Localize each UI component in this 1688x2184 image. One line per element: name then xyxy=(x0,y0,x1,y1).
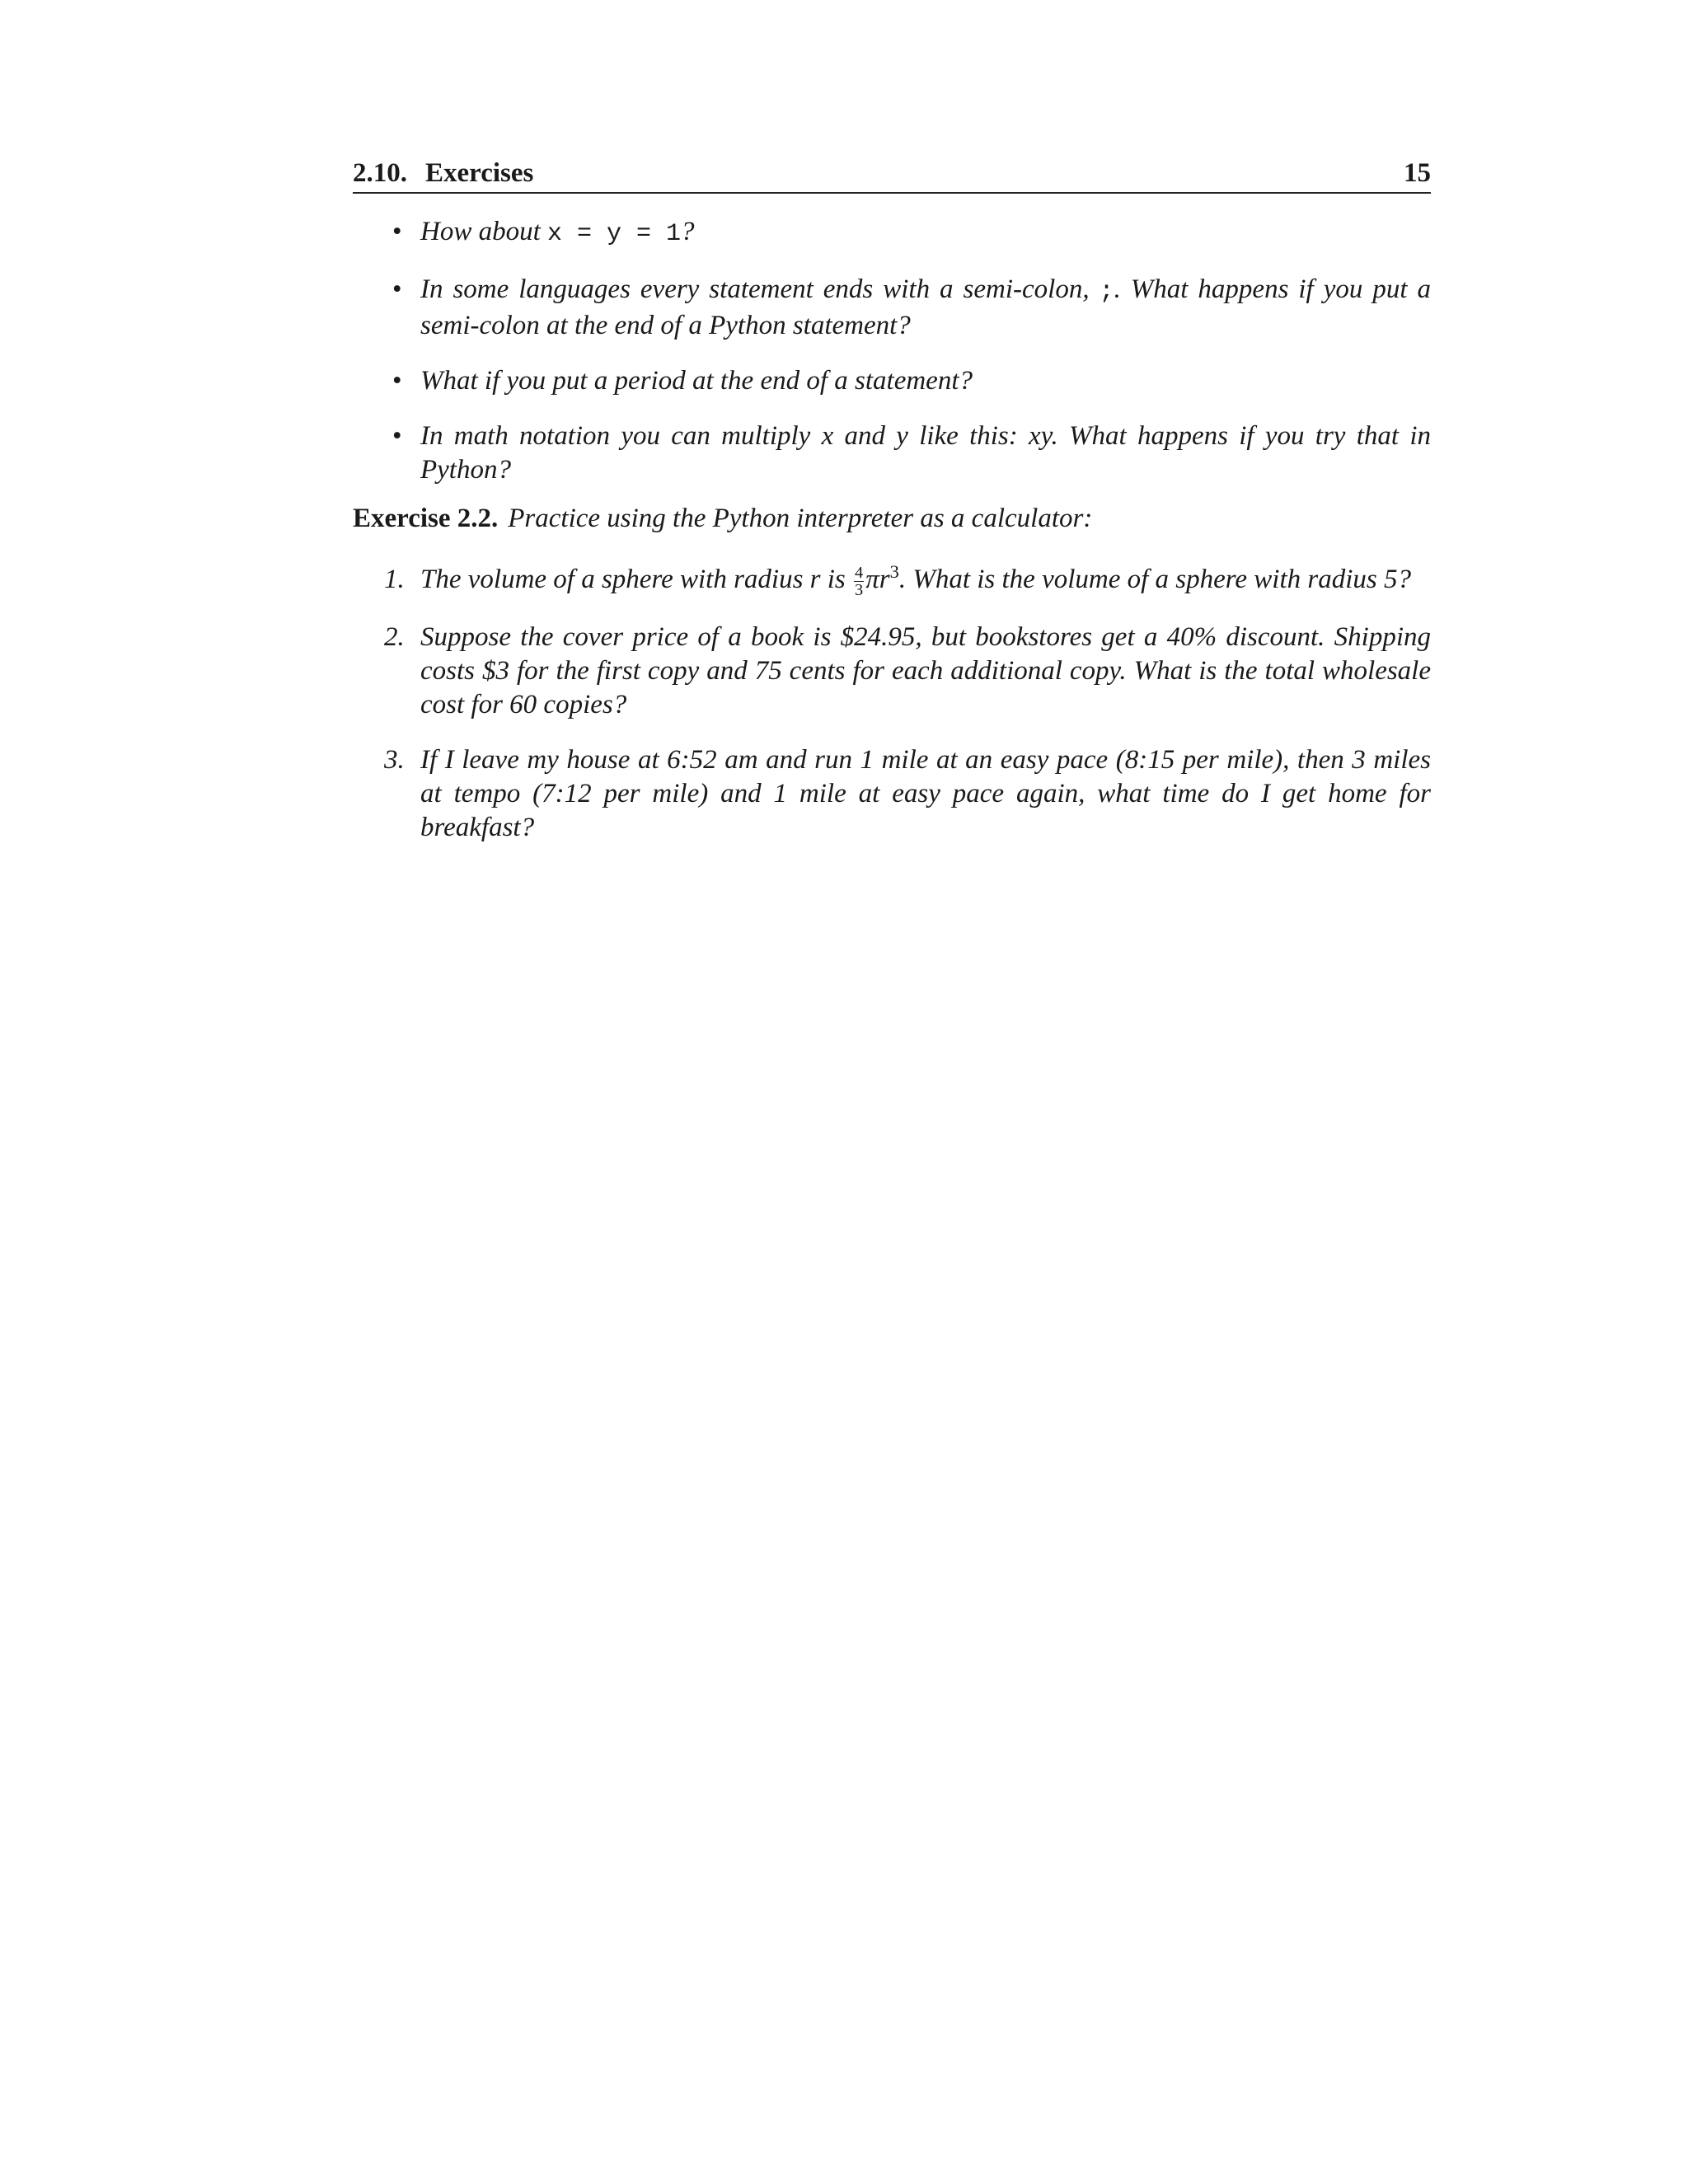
document-page xyxy=(353,158,1431,866)
exercise-numbered-list xyxy=(353,563,1431,845)
item-text: If I leave my house at 6:52 am and run 1 mile at an easy pace (8:15 per mile), then 3 miles at tempo (7:12 per mile) and 1 mile at easy pace again, what time do I get home for breakfast? xyxy=(420,744,1431,842)
inline-code: x = y = 1 xyxy=(547,220,682,248)
running-header xyxy=(353,158,1431,194)
bullet-text: . What happens if you try that in Python? xyxy=(420,421,1431,485)
bullet-text: In some languages every statement ends with a semi-colon, xyxy=(420,274,1100,304)
fraction xyxy=(854,565,864,599)
exercise-bullet-list xyxy=(353,215,1431,487)
fraction-numerator: 4 xyxy=(855,563,864,582)
bullet-item xyxy=(353,364,1431,398)
numbered-item xyxy=(353,743,1431,845)
item-text: . What is the volume of a sphere with radius 5? xyxy=(898,565,1411,594)
bullet-icon: • xyxy=(392,217,402,246)
page-content xyxy=(353,215,1431,845)
section-title: Exercises xyxy=(425,158,534,188)
page-number: 15 xyxy=(1404,158,1431,188)
item-number: 3. xyxy=(384,744,405,775)
bullet-text: How about xyxy=(420,217,548,246)
bullet-item xyxy=(353,419,1431,487)
bullet-text: . What happens if you put a semi-colon at the end of a Python statement? xyxy=(420,274,1431,340)
section-heading xyxy=(353,158,533,189)
item-number: 2. xyxy=(384,621,405,652)
exponent: 3 xyxy=(889,561,899,582)
bullet-item xyxy=(353,273,1431,343)
bullet-icon: • xyxy=(392,421,402,451)
fraction-denominator: 3 xyxy=(855,581,864,600)
exercise-label: Exercise 2.2. xyxy=(353,504,499,533)
bullet-item xyxy=(353,215,1431,251)
section-number: 2.10. xyxy=(353,158,407,188)
bullet-text: In math notation you can multiply x and y like this: xyxy=(420,421,1029,451)
bullet-icon: • xyxy=(392,366,402,396)
bullet-icon: • xyxy=(392,274,402,304)
inline-code: xy xyxy=(1029,421,1052,451)
bullet-text: What if you put a period at the end of a statement? xyxy=(420,366,973,396)
item-text: Suppose the cover price of a book is $24.95, but bookstores get a 40% discount. Shipping costs $3 for the first copy and 75 cents for each additional copy. What is the total wholesale cost for 60 copies? xyxy=(420,621,1431,719)
numbered-item xyxy=(353,621,1431,722)
formula: πr xyxy=(865,565,890,594)
inline-code: ; xyxy=(1099,278,1114,306)
bullet-text: ? xyxy=(681,217,695,246)
item-number: 1. xyxy=(384,565,405,594)
exercise-statement xyxy=(353,502,1431,536)
exercise-text: Practice using the Python interpreter as a calculator: xyxy=(508,504,1093,533)
numbered-item xyxy=(353,563,1431,599)
item-text: The volume of a sphere with radius r is xyxy=(420,565,853,594)
